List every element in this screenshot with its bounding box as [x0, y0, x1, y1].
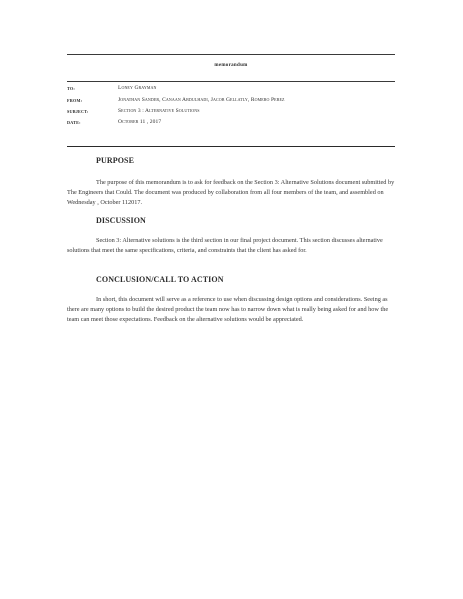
- to-value: Loney Grayman: [118, 85, 157, 91]
- conclusion-heading: CONCLUSION/CALL TO ACTION: [96, 275, 224, 284]
- discussion-heading: DISCUSSION: [96, 216, 146, 225]
- subject-row: [67, 107, 397, 116]
- discussion-paragraph: [67, 236, 399, 256]
- conclusion-paragraph: [67, 295, 399, 325]
- discussion-text: Section 3: Alternative solutions is the third section in our final project document. This section discusses alternative solutions that meet the same specifications, criteria, and constraints that the client has asked for.: [67, 237, 383, 254]
- subject-label: SUBJECT:: [67, 109, 89, 114]
- purpose-paragraph: [67, 178, 399, 208]
- from-value: Jonathan Sander, Canaan Abdulhadi, Jacob Gellatly, Romero Perez: [118, 97, 285, 103]
- date-label: DATE:: [67, 120, 81, 125]
- from-label: FROM:: [67, 98, 83, 103]
- from-row: [67, 96, 397, 105]
- to-label: TO:: [67, 86, 75, 91]
- purpose-heading: PURPOSE: [96, 156, 135, 165]
- date-row: [67, 118, 397, 127]
- subject-value: Section 3 : Alternative Solutions: [118, 108, 200, 114]
- purpose-text: The purpose of this memorandum is to ask for feedback on the Section 3: Alternative Solutions document submitted by The Engineers that Could. The document was produced by collaboration from all four members of the team, and assembled on Wednesday , October 112017.: [67, 179, 395, 206]
- body-rule: [67, 146, 395, 147]
- header-rule: [67, 81, 395, 82]
- top-rule: [67, 54, 395, 55]
- date-value: October 11 , 2017: [118, 119, 162, 125]
- memo-title: memorandum: [214, 63, 248, 68]
- conclusion-text: In short, this document will serve as a reference to use when discussing design options and considerations. Seeing as there are many options to build the desired product the team now has to narrow down what is really being asked for and how the team can meet those expectations. Feedback on the alternative solutions would be appreciated.: [67, 296, 389, 323]
- to-row: [67, 84, 397, 93]
